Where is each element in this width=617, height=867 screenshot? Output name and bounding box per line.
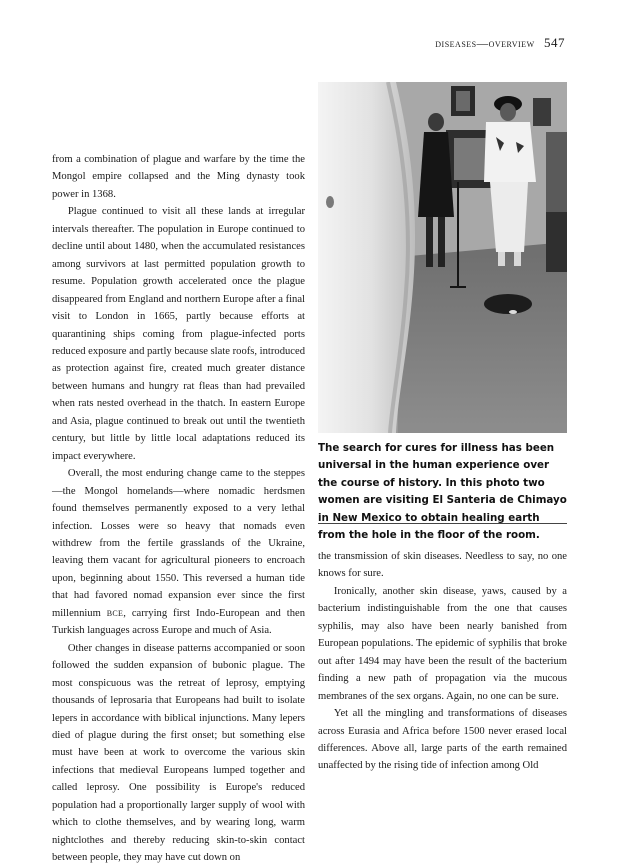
photo-chimayo xyxy=(318,82,567,433)
page-number: 547 xyxy=(544,35,565,50)
paragraph: Yet all the mingling and transformations of diseases across Eurasia and Africa before 1500 never erased local differences. Above all, large parts of the earth remained unaffected by the rising tide of infection among Old xyxy=(318,708,567,772)
running-header xyxy=(435,35,565,51)
photo-caption: The search for cures for illness has been universal in the human experience over the course of history. In this photo two women are visiting El Santeria de Chimayo in New Mexico to obtain healing earth from the hole in the floor of the room. xyxy=(318,442,567,542)
paragraph: Plague continued to visit all these lands at irregular intervals thereafter. The population in Europe continued to decline until about 1480, when the accumulated resistances among survivors at last permitted population growth to resume. Population growth accelerated once the plague disappeared from England and northern Europe after a final visit to London in 1665, partly because efforts at quarantining ships coming from plague-infected ports reduced exposure and partly because slate roofs, introduced as protection against fire, created much greater distance between humans and hungry rat fleas than had prevailed when rats nested overhead in the thatch. In eastern Europe and Asia, plague continued to break out until the twentieth century, but little by little local adaptations reduced its impact everywhere. xyxy=(52,206,305,462)
photo-illustration xyxy=(318,82,567,433)
paragraph: the transmission of skin diseases. Needless to say, no one knows for sure. xyxy=(318,551,567,580)
running-title: diseases—overview xyxy=(435,38,535,50)
paragraph-text: Overall, the most enduring change came to the steppes—the Mongol homelands—where nomadic herdsmen found themselves permanently exposed to a very lethal infection. Losses were so heavy that nomads even withdrew from the fertile grasslands of the Ukraine, leaving them vacant for agricultural pioneers to encroach upon, beginning about 1550. This reversed a human tide that had favored nomad expansion ever since the first millennium xyxy=(52,468,305,619)
caption-divider xyxy=(318,523,567,524)
right-column xyxy=(318,548,567,775)
paragraph: Other changes in disease patterns accompanied or soon followed the sudden expansion of bubonic plague. The most conspicuous was the retreat of leprosy, emptying thousands of leprosaria that Europeans had built to isolate lepers in accordance with biblical injunctions. Many lepers died of plague during the first onset; but something else must have been at work to overcome the various skin infections that medieval Europeans lumped together and called leprosy. One possibility is Europe's reduced population had a proportionally larger supply of wool with which to clothe themselves, and by wearing long, warm nightclothes and thereby reducing skin-to-skin contact between people, they may have cut down on xyxy=(52,642,305,864)
paragraph: Ironically, another skin disease, yaws, caused by a bacterium indistinguishable from the one that causes syphilis, may also have been nearly banished from European populations. The epidemic of syphilis that broke out after 1494 may have been the result of the bacterium finding a new path of propagation via the mucous membranes of the sex organs. Again, no one can be sure. xyxy=(318,585,567,702)
paragraph xyxy=(52,465,305,640)
paragraph: from a combination of plague and warfare by the time the Mongol empire collapsed and the Ming dynasty took power in 1368. xyxy=(52,154,305,200)
paragraph-text: , carrying first Indo-European and then Turkish languages across Europe and much of Asia. xyxy=(52,607,305,637)
era-abbreviation: BCE xyxy=(106,608,124,618)
left-column xyxy=(52,151,305,867)
